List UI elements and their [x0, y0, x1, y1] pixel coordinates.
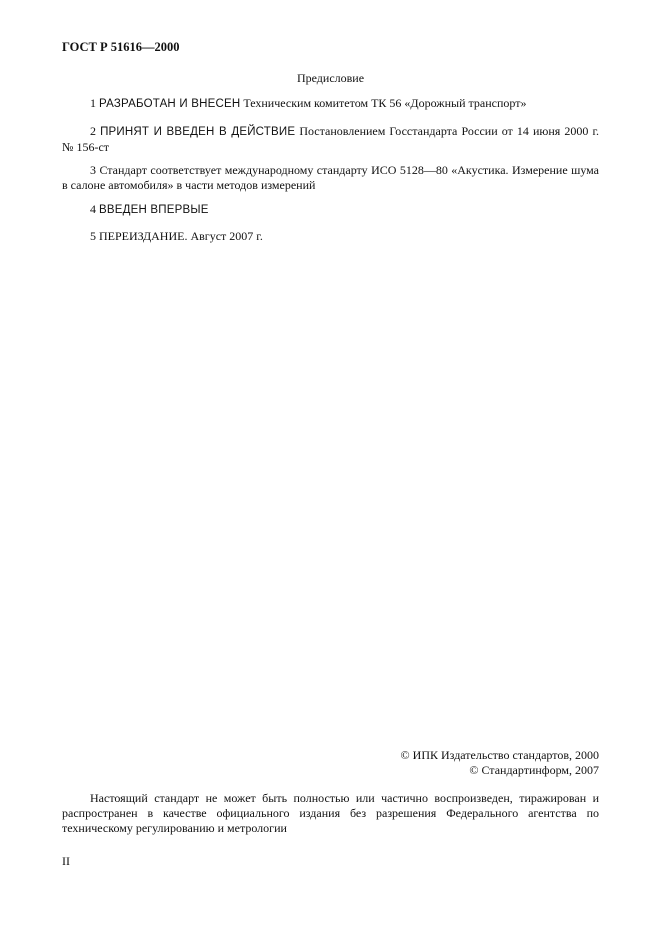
preface-item-4: [62, 202, 599, 218]
item-caps-text: РАЗРАБОТАН И ВНЕСЕН: [99, 98, 241, 110]
preface-item-2: [62, 124, 599, 155]
item-number: 5: [90, 229, 96, 243]
section-title: Предисловие: [296, 71, 365, 85]
copyright-block: [401, 748, 599, 778]
item-number: 2: [90, 124, 96, 138]
document-header: ГОСТ Р 51616—2000: [62, 40, 180, 54]
item-text: Постановлением Госстандарта России от 14 июня 2000 г. № 156-ст: [62, 124, 600, 154]
item-caps-text: ВВЕДЕН ВПЕРВЫЕ: [99, 204, 209, 216]
preface-item-1: [62, 96, 599, 112]
item-caps-text: ПРИНЯТ И ВВЕДЕН В ДЕЙСТВИЕ: [100, 126, 296, 138]
reproduction-notice: Настоящий стандарт не может быть полностью или частично воспроизведен, тиражирован и распространен в качестве официального издания без разрешения Федерального агентства по техническому регулированию и метрологии: [62, 791, 599, 835]
item-text: Стандарт соответствует международному стандарту ИСО 5128—80 «Акустика. Измерение шума в салоне автомобиля» в части методов измерений: [62, 163, 599, 192]
item-number: 4: [90, 202, 96, 216]
item-number: 1: [90, 96, 96, 110]
copyright-line-2: © Стандартинформ, 2007: [469, 763, 599, 777]
copyright-line-1: © ИПК Издательство стандартов, 2000: [400, 748, 599, 762]
preface-item-3: [62, 163, 599, 193]
item-number: 3: [90, 163, 96, 177]
page-number: II: [62, 854, 70, 868]
item-text: Техническим комитетом ТК 56 «Дорожный транспорт»: [243, 96, 527, 110]
item-text: ПЕРЕИЗДАНИЕ. Август 2007 г.: [99, 229, 263, 243]
preface-item-5: [62, 229, 599, 244]
